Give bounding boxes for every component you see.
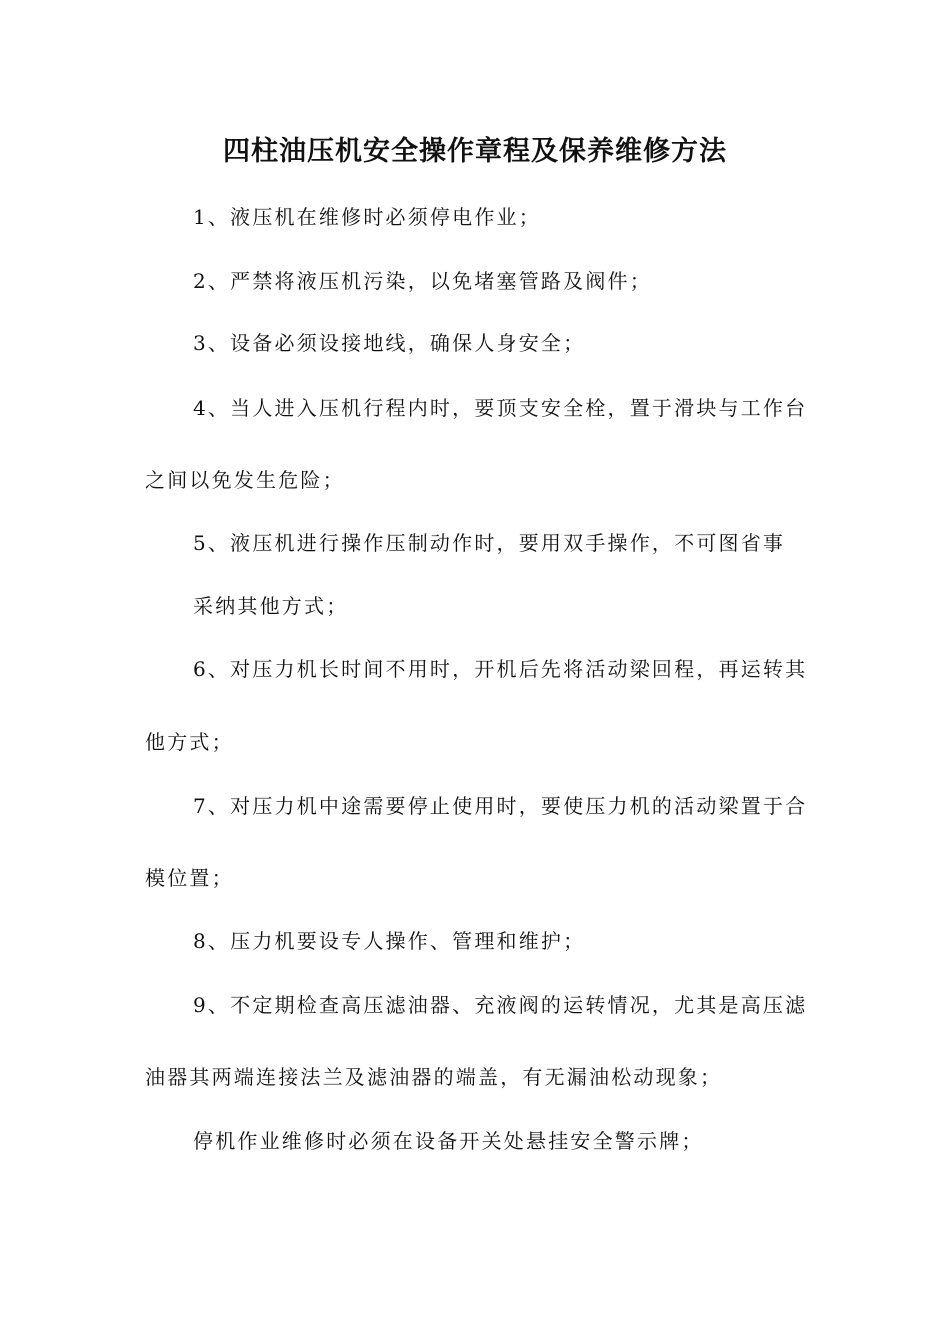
- paragraph-line-5-cont: 采纳其他方式；: [193, 594, 349, 618]
- paragraph-line-2: 2、严禁将液压机污染，以免堵塞管路及阀件；: [193, 269, 652, 293]
- paragraph-line-7: 7、对压力机中途需要停止使用时，要使压力机的活动梁置于合: [193, 794, 808, 818]
- paragraph-line-8: 8、压力机要设专人操作、管理和维护；: [193, 929, 586, 953]
- paragraph-line-10: 停机作业维修时必须在设备开关处悬挂安全警示牌；: [193, 1129, 704, 1153]
- paragraph-line-4: 4、当人进入压机行程内时，要顶支安全栓，置于滑块与工作台: [193, 396, 808, 420]
- paragraph-line-9-cont: 油器其两端连接法兰及滤油器的端盖，有无漏油松动现象；: [145, 1065, 723, 1089]
- paragraph-line-9: 9、不定期检查高压滤油器、充液阀的运转情况，尤其是高压滤: [193, 993, 808, 1017]
- paragraph-line-1: 1、液压机在维修时必须停电作业；: [193, 205, 541, 229]
- paragraph-line-6-cont: 他方式；: [145, 730, 234, 754]
- paragraph-line-6: 6、对压力机长时间不用时，开机后先将活动梁回程，再运转其: [193, 657, 808, 681]
- paragraph-line-4-cont: 之间以免发生危险；: [145, 468, 345, 492]
- document-title: 四柱油压机安全操作章程及保养维修方法: [223, 136, 727, 167]
- paragraph-line-3: 3、设备必须设接地线，确保人身安全；: [193, 331, 586, 355]
- paragraph-line-7-cont: 模位置；: [145, 866, 234, 890]
- paragraph-line-5: 5、液压机进行操作压制动作时，要用双手操作，不可图省事: [193, 531, 786, 555]
